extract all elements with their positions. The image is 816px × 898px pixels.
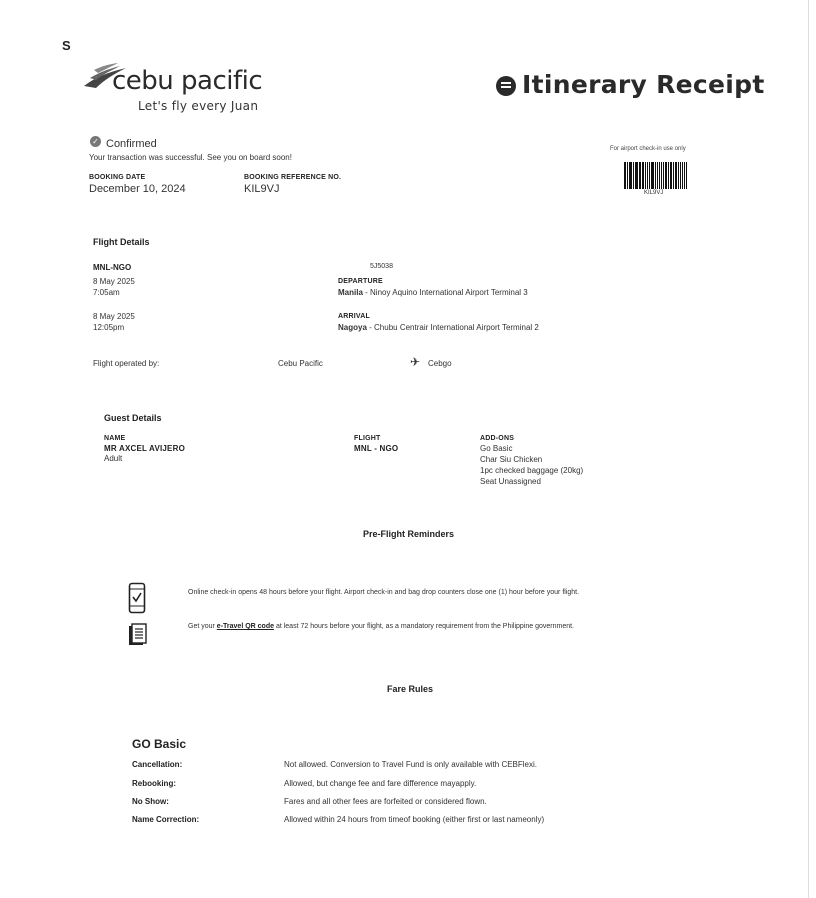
barcode-bar: [659, 162, 661, 189]
addon-item: Seat Unassigned: [480, 477, 541, 486]
departure-date: 8 May 2025: [93, 277, 135, 286]
guest-flight: MNL - NGO: [354, 444, 399, 453]
status-message: Your transaction was successful. See you on board soon!: [89, 153, 292, 162]
fare-rule-value: Allowed within 24 hours from timeof booking (either first or last nameonly): [284, 815, 545, 824]
barcode-bar: [630, 162, 632, 189]
guest-name-label: NAME: [104, 435, 126, 442]
booking-date-value: December 10, 2024: [89, 183, 186, 195]
barcode-bar: [663, 162, 664, 189]
barcode-bar: [682, 162, 684, 189]
fare-rule-value: Allowed, but change fee and fare difference mayapply.: [284, 779, 477, 788]
booking-ref-value: KIL9VJ: [244, 183, 280, 195]
fare-rule-label: No Show:: [132, 797, 169, 806]
flight-details-heading: Flight Details: [93, 237, 150, 247]
brand-name: cebu pacific: [112, 66, 263, 96]
barcode-bar: [651, 162, 654, 189]
check-circle-icon: ✓: [90, 136, 101, 147]
arrival-info: [338, 323, 539, 332]
fare-rules-heading: Fare Rules: [387, 684, 434, 694]
barcode-bar: [668, 162, 669, 189]
addon-item: 1pc checked baggage (20kg): [480, 466, 584, 475]
booking-ref-label: BOOKING REFERENCE NO.: [244, 174, 342, 181]
guest-name: MR AXCEL AVIJERO: [104, 444, 185, 453]
addon-item: Char Siu Chicken: [480, 455, 543, 464]
arrival-airport: - Chubu Centrair International Airport Terminal 2: [366, 323, 539, 332]
aircraft-brand: Cebgo: [428, 359, 452, 368]
arrival-city: Nagoya: [338, 323, 367, 332]
flight-number: 5J5038: [370, 263, 393, 270]
flight-route: MNL-NGO: [93, 263, 132, 272]
barcode-bar: [686, 162, 687, 189]
barcode-bar: [639, 162, 640, 189]
checkin-note: For airport check-in use only: [610, 146, 686, 152]
barcode-bar: [645, 162, 646, 189]
barcode-bar: [633, 162, 634, 189]
operator-name: Cebu Pacific: [278, 359, 323, 368]
barcode-bar: [661, 162, 662, 189]
status-label: Confirmed: [106, 138, 157, 150]
scan-edge: [808, 0, 809, 898]
airplane-icon: ✈: [410, 355, 421, 369]
barcode-bar: [640, 162, 641, 189]
fare-rule-label: Rebooking:: [132, 779, 176, 788]
barcode-bar: [647, 162, 648, 189]
departure-airport: - Ninoy Aquino International Airport Terminal 3: [362, 288, 528, 297]
arrival-date: 8 May 2025: [93, 312, 135, 321]
fare-rule-label: Name Correction:: [132, 815, 200, 824]
phone-check-icon: [128, 582, 146, 614]
barcode-bar: [627, 162, 628, 189]
addons-label: ADD-ONS: [480, 435, 515, 442]
barcode-bar: [642, 162, 644, 189]
fare-rule-label: Cancellation:: [132, 760, 183, 769]
page-title: Itinerary Receipt: [522, 70, 765, 99]
barcode-bar: [670, 162, 673, 189]
receipt-icon: [496, 76, 516, 96]
barcode-bar: [649, 162, 651, 189]
barcode: [624, 162, 688, 189]
barcode-bar: [678, 162, 679, 189]
fare-rule-value: Fares and all other fees are forfeited or considered flown.: [284, 797, 487, 806]
barcode-bar: [629, 162, 630, 189]
addon-item: Go Basic: [480, 444, 513, 453]
guest-type: Adult: [104, 454, 123, 463]
barcode-bar: [624, 162, 626, 189]
barcode-bar: [635, 162, 638, 189]
barcode-bar: [680, 162, 681, 189]
barcode-bar: [657, 162, 658, 189]
reminder-checkin: Online check-in opens 48 hours before your flight. Airport check-in and bag drop counters close one (1) hour before your flight.: [188, 589, 580, 596]
departure-time: 7:05am: [93, 288, 120, 297]
barcode-bar: [673, 162, 674, 189]
departure-label: DEPARTURE: [338, 278, 383, 285]
reminder-etravel-suffix: at least 72 hours before your flight, as a mandatory requirement from the Philippine government.: [274, 623, 574, 630]
barcode-value: KIL9VJ: [644, 190, 664, 196]
barcode-bar: [684, 162, 685, 189]
brand-tagline: Let's fly every Juan: [138, 99, 259, 113]
barcode-bar: [655, 162, 656, 189]
corner-mark: S: [62, 38, 71, 53]
guest-details-heading: Guest Details: [104, 413, 162, 423]
fare-name: GO Basic: [132, 737, 187, 751]
booking-date-label: BOOKING DATE: [89, 174, 146, 181]
arrival-label: ARRIVAL: [338, 313, 370, 320]
guest-flight-label: FLIGHT: [354, 435, 381, 442]
reminder-etravel: [188, 623, 574, 630]
etravel-qr-link[interactable]: e-Travel QR code: [216, 623, 274, 630]
departure-city: Manila: [338, 288, 363, 297]
reminders-heading: Pre-Flight Reminders: [363, 529, 455, 539]
barcode-bar: [665, 162, 667, 189]
operated-by-label: Flight operated by:: [93, 359, 160, 368]
arrival-time: 12:05pm: [93, 323, 125, 332]
document-icon: [128, 623, 148, 647]
departure-info: [338, 288, 528, 297]
barcode-bar: [675, 162, 677, 189]
reminder-etravel-prefix: Get your: [188, 623, 217, 630]
fare-rule-value: Not allowed. Conversion to Travel Fund is only available with CEBFlexi.: [284, 760, 538, 769]
